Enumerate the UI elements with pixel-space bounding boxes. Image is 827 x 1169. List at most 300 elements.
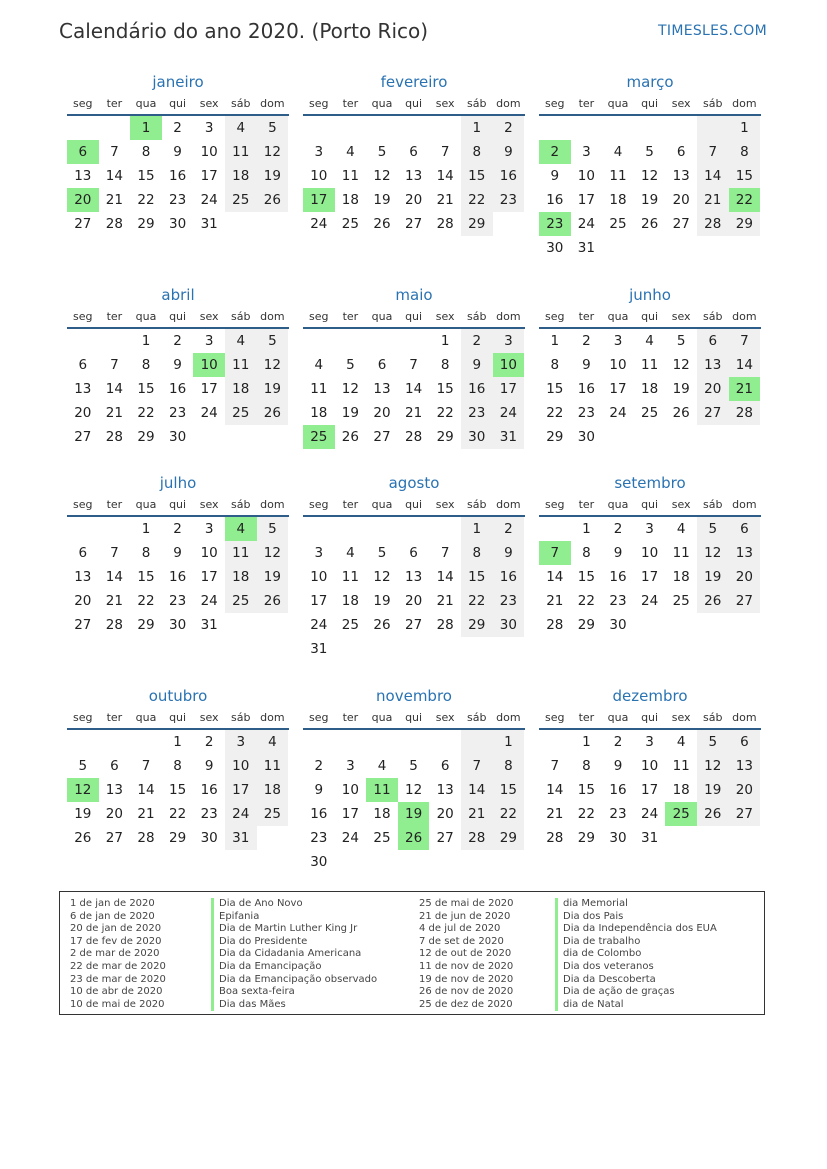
weekday-label: qua	[135, 97, 157, 110]
day-cell: 15	[137, 168, 155, 184]
empty-cell	[303, 730, 335, 754]
day-cell: 15	[493, 778, 525, 802]
day-cell: 7	[539, 541, 571, 565]
day-cell: 25	[341, 617, 359, 633]
day-cell: 15	[729, 164, 761, 188]
day-cell: 16	[168, 381, 187, 397]
day-cell: 6	[440, 758, 450, 774]
day-cell: 19	[640, 192, 659, 208]
day-cell: 11	[341, 168, 359, 184]
day-cell: 7	[697, 140, 729, 164]
day-cell: 11	[225, 353, 257, 377]
empty-cell	[571, 116, 603, 140]
empty-cell	[429, 116, 461, 140]
day-cell: 17	[310, 593, 328, 609]
day-cell: 3	[314, 545, 324, 561]
empty-cell	[697, 613, 729, 637]
weekday-label: dom	[496, 97, 521, 110]
day-cell: 6	[78, 545, 88, 561]
empty-cell	[67, 116, 99, 140]
day-cell: 23	[609, 593, 627, 609]
day-cell: 2	[582, 333, 591, 349]
weekday-header	[67, 706, 289, 730]
day-cell: 13	[729, 541, 761, 565]
day-cell: 7	[550, 758, 560, 774]
day-cell: 4	[377, 758, 387, 774]
day-cell: 21	[729, 377, 761, 401]
day-cell: 31	[225, 826, 257, 850]
month-maio	[303, 285, 525, 449]
day-cell: 27	[729, 802, 761, 826]
weekday-label: sex	[671, 310, 691, 323]
day-cell: 14	[105, 381, 123, 397]
day-cell: 16	[168, 168, 187, 184]
weekday-label: qua	[371, 711, 393, 724]
day-cell: 29	[137, 429, 155, 445]
day-cell: 26	[398, 826, 430, 850]
day-cell: 28	[436, 617, 454, 633]
weekday-label: sáb	[231, 711, 251, 724]
day-cell: 29	[168, 830, 187, 846]
legend-entry: Dia do Presidente	[219, 935, 308, 947]
weekday-label: seg	[309, 97, 329, 110]
day-cell: 25	[665, 802, 697, 826]
day-cell: 15	[546, 381, 564, 397]
day-cell: 20	[672, 192, 690, 208]
day-cell: 6	[676, 144, 686, 160]
day-cell: 25	[303, 425, 335, 449]
day-cell: 31	[200, 216, 218, 232]
day-cell: 18	[310, 405, 328, 421]
weekday-header	[303, 706, 525, 730]
day-cell: 15	[168, 782, 187, 798]
empty-cell	[665, 425, 697, 449]
day-cell: 28	[404, 429, 423, 445]
day-cell: 9	[582, 357, 591, 373]
day-cell: 1	[582, 734, 591, 750]
weekday-label: seg	[309, 310, 329, 323]
day-cell: 9	[613, 758, 623, 774]
empty-cell	[257, 826, 289, 850]
day-cell: 10	[341, 782, 359, 798]
day-cell: 30	[200, 830, 218, 846]
month-name: fevereiro	[380, 73, 448, 91]
month-junho	[539, 285, 761, 449]
day-cell: 3	[225, 730, 257, 754]
day-cell: 10	[640, 545, 659, 561]
day-cell: 17	[200, 569, 218, 585]
day-cell: 3	[645, 521, 654, 537]
empty-cell	[665, 826, 697, 850]
day-cell: 21	[105, 405, 123, 421]
day-cell: 18	[373, 806, 391, 822]
day-grid	[303, 329, 525, 449]
month-abril	[67, 285, 289, 449]
weekday-label: qua	[607, 711, 629, 724]
day-cell: 27	[404, 216, 423, 232]
weekday-label: sáb	[703, 97, 723, 110]
weekday-header	[303, 92, 525, 116]
empty-cell	[225, 613, 257, 637]
day-cell: 19	[373, 593, 391, 609]
legend-entry: dia de Colombo	[563, 948, 642, 960]
empty-cell	[398, 517, 430, 541]
empty-cell	[493, 212, 525, 236]
day-cell: 11	[672, 545, 690, 561]
day-cell: 3	[204, 120, 214, 136]
day-cell: 13	[436, 782, 454, 798]
legend-entry: Dia de ação de graças	[563, 986, 675, 998]
empty-cell	[398, 329, 430, 353]
empty-cell	[335, 329, 367, 353]
day-cell: 22	[436, 405, 454, 421]
day-grid	[303, 730, 525, 874]
empty-cell	[366, 517, 398, 541]
day-cell: 21	[436, 192, 454, 208]
weekday-label: sex	[671, 498, 691, 511]
day-cell: 10	[310, 569, 328, 585]
day-cell: 30	[168, 216, 187, 232]
day-cell: 27	[672, 216, 690, 232]
day-cell: 2	[204, 734, 214, 750]
day-cell: 18	[341, 192, 359, 208]
day-cell: 16	[310, 806, 328, 822]
weekday-label: seg	[309, 498, 329, 511]
day-cell: 23	[493, 188, 525, 212]
day-cell: 12	[341, 381, 359, 397]
day-cell: 23	[310, 830, 328, 846]
day-cell: 6	[409, 144, 418, 160]
legend-entry: 19 de nov de 2020	[419, 973, 514, 985]
page-title: Calendário do ano 2020. (Porto Rico)	[59, 19, 429, 43]
day-cell: 29	[137, 216, 155, 232]
day-cell: 28	[697, 212, 729, 236]
legend-entry: 20 de jan de 2020	[70, 923, 162, 935]
empty-cell	[366, 329, 398, 353]
empty-cell	[398, 730, 430, 754]
legend-entry: 17 de fev de 2020	[70, 935, 162, 947]
day-cell: 2	[613, 734, 623, 750]
day-cell: 14	[546, 569, 564, 585]
day-cell: 4	[676, 734, 686, 750]
day-cell: 9	[173, 357, 182, 373]
day-cell: 23	[461, 401, 493, 425]
weekday-label: dom	[732, 97, 757, 110]
day-cell: 24	[200, 405, 218, 421]
legend-entry: 7 de set de 2020	[419, 935, 504, 947]
month-name: dezembro	[612, 687, 688, 705]
month-setembro	[539, 473, 761, 637]
day-cell: 13	[404, 168, 423, 184]
weekday-label: seg	[545, 310, 565, 323]
day-cell: 23	[168, 405, 187, 421]
legend-dates-left	[70, 898, 166, 1011]
day-cell: 8	[582, 758, 591, 774]
day-cell: 29	[729, 212, 761, 236]
weekday-label: sáb	[467, 310, 487, 323]
day-cell: 8	[173, 758, 182, 774]
day-cell: 8	[493, 754, 525, 778]
day-cell: 30	[546, 240, 564, 256]
day-cell: 27	[373, 429, 391, 445]
legend-entry: 2 de mar de 2020	[70, 948, 160, 960]
day-cell: 28	[137, 830, 155, 846]
day-cell: 31	[640, 830, 659, 846]
day-cell: 17	[577, 192, 595, 208]
day-cell: 3	[582, 144, 591, 160]
day-cell: 3	[204, 521, 214, 537]
day-cell: 4	[645, 333, 654, 349]
weekday-label: qui	[405, 711, 423, 724]
day-cell: 25	[257, 802, 289, 826]
day-cell: 11	[640, 357, 659, 373]
day-cell: 28	[729, 401, 761, 425]
legend-entry: 6 de jan de 2020	[70, 910, 155, 922]
legend-dates-right	[419, 898, 514, 1011]
day-cell: 12	[672, 357, 690, 373]
weekday-label: seg	[73, 310, 93, 323]
month-name: maio	[395, 286, 433, 304]
weekday-label: ter	[342, 310, 359, 323]
weekday-label: qua	[371, 310, 393, 323]
day-cell: 18	[225, 565, 257, 589]
day-cell: 22	[461, 188, 493, 212]
empty-cell	[429, 850, 461, 874]
weekday-label: dom	[496, 711, 521, 724]
weekday-label: qua	[607, 310, 629, 323]
weekday-header	[67, 92, 289, 116]
weekday-label: dom	[260, 97, 285, 110]
day-cell: 29	[436, 429, 454, 445]
legend-names-right	[555, 898, 717, 1011]
day-cell: 19	[74, 806, 92, 822]
day-cell: 4	[676, 521, 686, 537]
month-name: janeiro	[152, 73, 204, 91]
day-cell: 18	[225, 377, 257, 401]
weekday-label: dom	[732, 310, 757, 323]
day-cell: 27	[74, 216, 92, 232]
day-cell: 7	[729, 329, 761, 353]
weekday-label: ter	[342, 711, 359, 724]
day-cell: 11	[366, 778, 398, 802]
day-cell: 26	[257, 188, 289, 212]
day-cell: 6	[729, 517, 761, 541]
empty-cell	[335, 850, 367, 874]
day-grid	[303, 517, 525, 661]
day-cell: 12	[373, 569, 391, 585]
brand-link[interactable]: TIMESLES.COM	[658, 23, 767, 39]
day-cell: 18	[672, 782, 690, 798]
day-cell: 14	[105, 168, 123, 184]
day-cell: 7	[409, 357, 418, 373]
day-cell: 1	[493, 730, 525, 754]
empty-cell	[729, 613, 761, 637]
day-cell: 12	[404, 782, 423, 798]
day-cell: 29	[577, 617, 595, 633]
day-cell: 24	[577, 216, 595, 232]
day-cell: 5	[645, 144, 654, 160]
day-cell: 28	[436, 216, 454, 232]
legend-entry: Dia de Ano Novo	[219, 898, 303, 909]
day-cell: 26	[341, 429, 359, 445]
day-cell: 30	[609, 617, 627, 633]
day-cell: 10	[493, 353, 525, 377]
day-cell: 22	[577, 593, 595, 609]
weekday-label: sex	[671, 97, 691, 110]
month-name: julho	[159, 474, 197, 492]
weekday-label: ter	[106, 711, 123, 724]
day-cell: 8	[582, 545, 591, 561]
empty-cell	[697, 236, 729, 260]
day-cell: 1	[461, 116, 493, 140]
legend-entry: Boa sexta-feira	[219, 986, 295, 998]
weekday-header	[539, 305, 761, 329]
empty-cell	[697, 826, 729, 850]
weekday-label: sex	[199, 310, 219, 323]
day-cell: 30	[609, 830, 627, 846]
day-cell: 3	[346, 758, 355, 774]
empty-cell	[335, 517, 367, 541]
day-cell: 1	[141, 521, 151, 537]
day-cell: 21	[546, 806, 564, 822]
empty-cell	[366, 730, 398, 754]
day-cell: 6	[78, 357, 88, 373]
day-cell: 21	[105, 593, 123, 609]
day-cell: 12	[67, 778, 99, 802]
day-cell: 23	[200, 806, 218, 822]
legend-entry: 12 de out de 2020	[419, 948, 512, 960]
day-cell: 26	[697, 802, 729, 826]
empty-cell	[398, 850, 430, 874]
empty-cell	[67, 730, 99, 754]
empty-cell	[493, 637, 525, 661]
weekday-header	[303, 305, 525, 329]
day-cell: 26	[257, 401, 289, 425]
empty-cell	[398, 116, 430, 140]
day-cell: 2	[493, 116, 525, 140]
holiday-legend	[59, 891, 765, 1015]
empty-cell	[697, 425, 729, 449]
day-cell: 14	[436, 569, 454, 585]
legend-entry: 22 de mar de 2020	[70, 960, 166, 972]
month-outubro	[67, 686, 289, 850]
day-cell: 14	[697, 164, 729, 188]
legend-entry: 4 de jul de 2020	[419, 923, 501, 935]
day-cell: 25	[341, 216, 359, 232]
day-cell: 20	[729, 778, 761, 802]
day-cell: 26	[373, 216, 391, 232]
legend-entry: Dia da Emancipação observado	[219, 973, 378, 985]
empty-cell	[99, 730, 131, 754]
day-cell: 11	[257, 754, 289, 778]
day-cell: 27	[74, 617, 92, 633]
empty-cell	[257, 425, 289, 449]
legend-entry: Dia de trabalho	[563, 935, 641, 947]
month-novembro	[303, 686, 525, 874]
empty-cell	[257, 212, 289, 236]
day-cell: 19	[341, 405, 359, 421]
weekday-label: sáb	[231, 310, 251, 323]
legend-entry: Dia da Descoberta	[563, 973, 656, 985]
day-cell: 1	[440, 333, 450, 349]
empty-cell	[303, 517, 335, 541]
day-cell: 14	[137, 782, 155, 798]
legend-entry: Dia dos veteranos	[563, 960, 654, 972]
weekday-label: sex	[435, 97, 455, 110]
day-cell: 31	[310, 641, 328, 657]
month-fevereiro	[303, 72, 525, 236]
legend-entry: 10 de mai de 2020	[70, 998, 165, 1010]
weekday-label: qui	[169, 97, 187, 110]
weekday-label: ter	[106, 97, 123, 110]
day-cell: 8	[729, 140, 761, 164]
weekday-label: sáb	[703, 310, 723, 323]
day-cell: 9	[461, 353, 493, 377]
day-cell: 11	[341, 569, 359, 585]
weekday-label: ter	[342, 498, 359, 511]
day-cell: 20	[404, 192, 423, 208]
weekday-label: qui	[641, 310, 659, 323]
weekday-label: sex	[435, 711, 455, 724]
day-cell: 25	[640, 405, 659, 421]
day-cell: 23	[168, 593, 187, 609]
day-cell: 4	[225, 517, 257, 541]
day-cell: 13	[672, 168, 690, 184]
weekday-label: sáb	[703, 498, 723, 511]
day-grid	[67, 116, 289, 236]
weekday-label: dom	[732, 711, 757, 724]
day-cell: 20	[373, 405, 391, 421]
day-cell: 7	[110, 144, 119, 160]
day-cell: 18	[341, 593, 359, 609]
legend-entry: Dia dos Pais	[563, 910, 624, 922]
day-cell: 12	[697, 754, 729, 778]
legend-entry: 1 de jan de 2020	[70, 898, 155, 909]
day-cell: 7	[440, 545, 450, 561]
empty-cell	[303, 329, 335, 353]
empty-cell	[539, 730, 571, 754]
day-cell: 8	[440, 357, 450, 373]
weekday-label: ter	[578, 97, 595, 110]
day-cell: 12	[373, 168, 391, 184]
weekday-label: qui	[641, 498, 659, 511]
empty-cell	[366, 850, 398, 874]
weekday-label: sex	[435, 310, 455, 323]
weekday-label: sex	[199, 498, 219, 511]
day-cell: 30	[493, 613, 525, 637]
legend-entry: Dia da Cidadania Americana	[219, 948, 362, 960]
day-cell: 22	[493, 802, 525, 826]
day-cell: 9	[173, 144, 182, 160]
weekday-label: sáb	[467, 711, 487, 724]
day-cell: 4	[346, 545, 355, 561]
day-cell: 9	[493, 541, 525, 565]
day-cell: 2	[493, 517, 525, 541]
day-cell: 5	[257, 329, 289, 353]
empty-cell	[335, 116, 367, 140]
day-cell: 27	[436, 830, 454, 846]
month-julho	[67, 473, 289, 637]
day-cell: 25	[609, 216, 627, 232]
day-cell: 14	[436, 168, 454, 184]
day-cell: 16	[609, 569, 627, 585]
month-name: março	[626, 73, 674, 91]
day-cell: 30	[461, 425, 493, 449]
month-dezembro	[539, 686, 761, 850]
weekday-header	[539, 706, 761, 730]
day-cell: 3	[613, 333, 623, 349]
day-cell: 29	[461, 613, 493, 637]
